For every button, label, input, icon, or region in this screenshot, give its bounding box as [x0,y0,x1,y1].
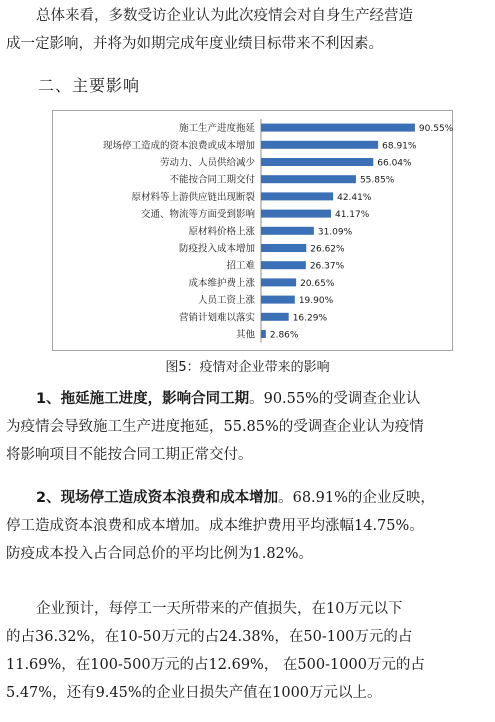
bar [261,278,296,286]
value-label: 90.55% [418,124,454,135]
closing-line-3: 11.69%，在100-500万元的占12.69%， 在500-1000万元的占 [6,657,425,673]
chart-svg [53,111,454,352]
bar [261,261,306,269]
value-label: 20.65% [300,278,335,289]
category-label: 招工难 [226,260,255,272]
category-label: 劳动力、人员供给减少 [159,157,255,169]
category-label: 原材料价格上涨 [188,226,255,238]
value-label: 19.90% [298,296,334,307]
point1-paragraph [6,385,492,469]
section-heading: 二、主要影响 [38,76,141,95]
value-label: 16.29% [292,313,328,324]
bar [261,124,415,132]
bar [261,244,306,252]
point1-line1-rest: 。90.55%的受调查企业认 [249,391,421,407]
category-label: 不能按合同工期交付 [169,174,255,186]
value-label: 26.37% [309,261,345,272]
bar [261,313,289,321]
intro-paragraph [6,2,492,58]
closing-line-2: 的占36.32%，在10-50万元的占24.38%，在50-100万元的占 [6,629,413,645]
impact-bar-chart [52,110,453,351]
value-label: 41.17% [334,210,370,221]
figure-caption: 图5：疫情对企业带来的影响 [165,360,330,375]
value-label: 55.85% [359,175,395,186]
closing-line-1: 企业预计，每停工一天所带来的产值损失，在10万元以下 [36,601,403,617]
bar [261,141,378,149]
category-label: 营销计划难以落实 [178,312,255,324]
value-label: 66.04% [377,158,412,169]
category-label: 现场停工造成的资本浪费或成本增加 [102,140,255,152]
point2-title: 2、现场停工造成资本浪费和成本增加 [36,490,279,506]
point1-title: 1、拖延施工进度，影响合同工期 [36,391,250,407]
bar [261,175,356,183]
closing-line-4: 5.47%，还有9.45%的企业日损失产值在1000万元以上。 [6,685,382,701]
bar [261,296,295,304]
category-label: 交通、物流等方面受到影响 [140,209,255,221]
point1-line-2: 为疫情会导致施工生产进度拖延，55.85%的受调查企业认为疫情 [6,419,424,435]
value-label: 26.62% [310,244,345,255]
intro-line-1: 总体来看，多数受访企业认为此次疫情会对自身生产经营造 [36,8,413,24]
point1-line-1 [6,385,492,413]
point2-line-2: 停工造成资本浪费和成本增加。成本维护费用平均涨幅14.75%。 [6,518,424,534]
value-label: 2.86% [269,330,299,341]
bar [261,210,331,218]
category-label: 原材料等上游供应链出现断裂 [131,191,255,203]
value-label: 68.91% [382,141,417,152]
bar [261,158,373,166]
bar [261,192,333,200]
point2-paragraph [6,484,492,568]
intro-line-2: 成一定影响，并将为如期完成年度业绩目标带来不利因素。 [6,36,383,52]
category-label: 成本维护费上涨 [188,277,255,289]
point2-line1-rest: 。68.91%的企业反映， [278,490,435,506]
bar [261,227,314,235]
category-label: 施工生产进度拖延 [178,123,255,135]
category-label: 其他 [235,329,255,341]
value-label: 42.41% [337,192,372,203]
category-label: 防疫投入成本增加 [178,243,255,255]
bar [261,330,266,338]
closing-paragraph [6,595,492,707]
point2-line-1 [6,484,492,512]
category-label: 人员工资上涨 [197,295,255,307]
point1-line-3: 将影响项目不能按合同工期正常交付。 [6,447,253,463]
value-label: 31.09% [317,227,353,238]
point2-line-3: 防疫成本投入占合同总价的平均比例为1.82%。 [6,546,314,562]
